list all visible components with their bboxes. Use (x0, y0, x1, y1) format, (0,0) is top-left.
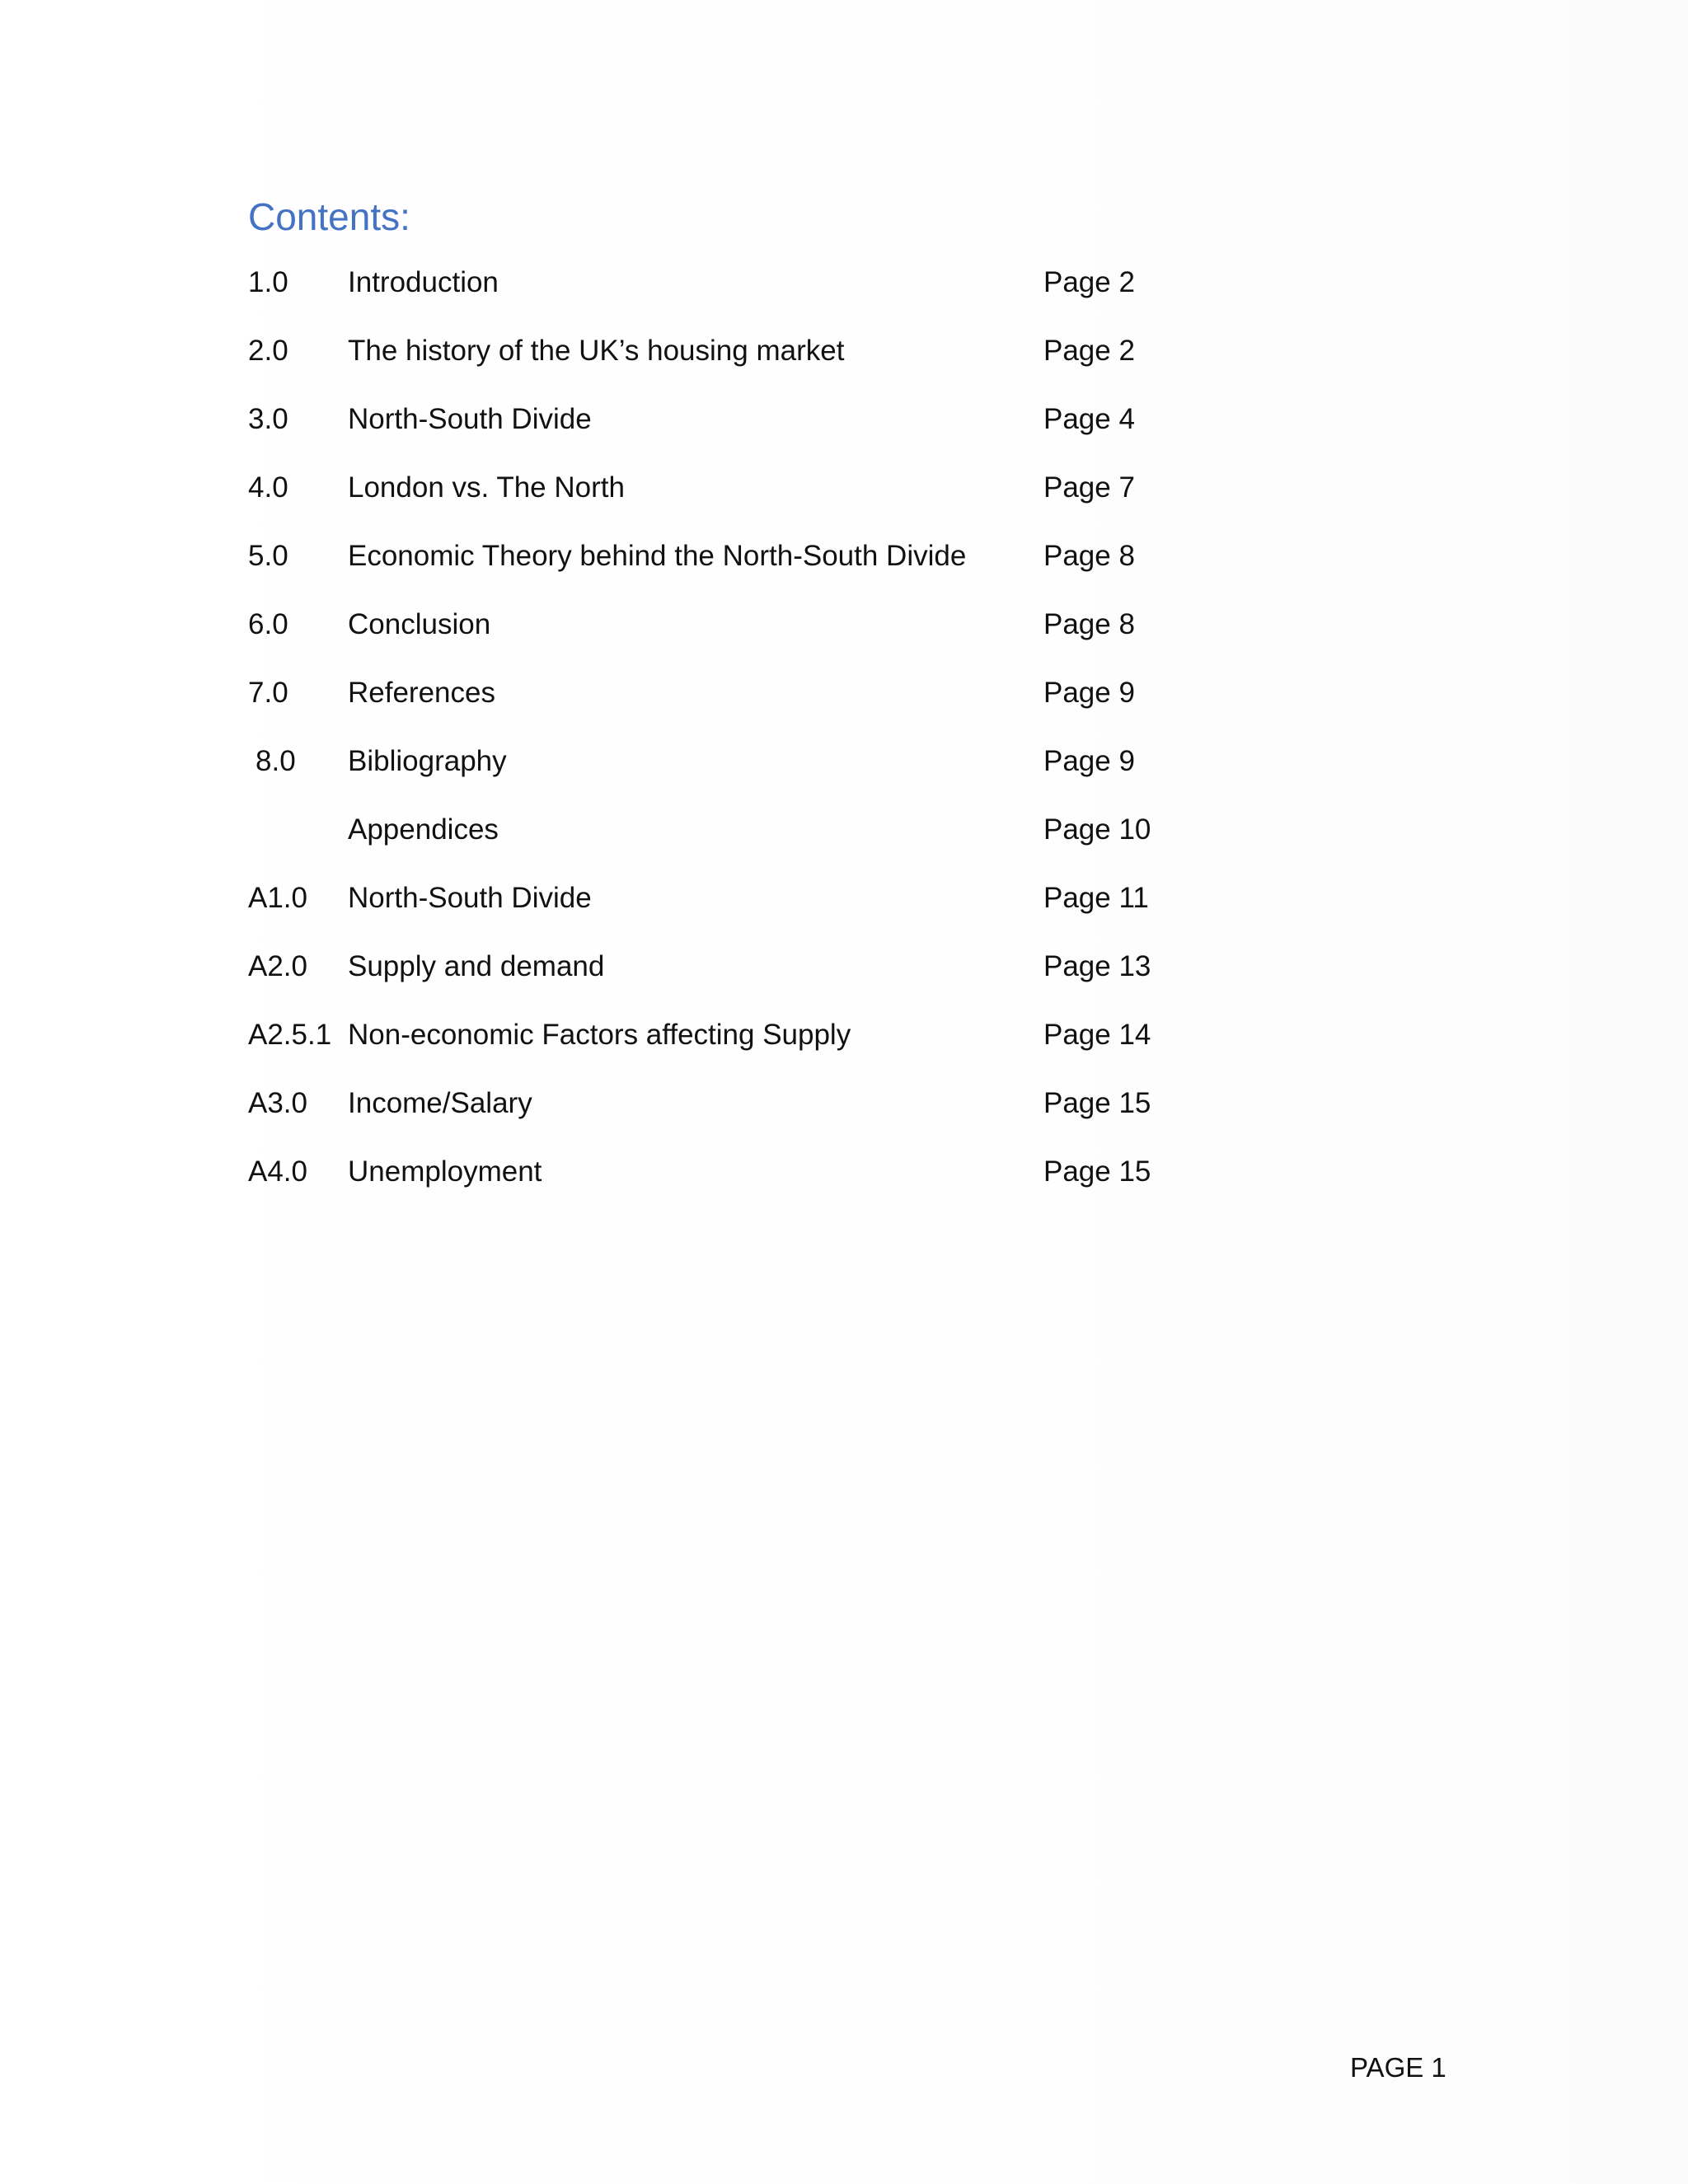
toc-entry (248, 1015, 1237, 1083)
toc-entry (248, 741, 1237, 809)
toc-entry-page: Page 2 (1043, 266, 1135, 298)
toc-entry-number: A3.0 (248, 1087, 307, 1119)
toc-entry (248, 536, 1237, 604)
toc-entry (248, 809, 1237, 878)
toc-entry-title: Supply and demand (348, 950, 605, 982)
toc-entry (248, 467, 1237, 536)
toc-entry-number: 7.0 (248, 677, 288, 709)
toc-entry-title: Economic Theory behind the North-South Divide (348, 540, 967, 572)
toc-entry-number: 6.0 (248, 608, 288, 640)
toc-entry-page: Page 10 (1043, 813, 1151, 846)
toc-entry (248, 673, 1237, 741)
toc-entry-page: Page 9 (1043, 677, 1135, 709)
toc-entry-page: Page 14 (1043, 1019, 1151, 1051)
toc-entry-title: Conclusion (348, 608, 491, 640)
toc-entry-title: Unemployment (348, 1155, 542, 1188)
toc-entry-title: North-South Divide (348, 882, 592, 914)
toc-entry-page: Page 8 (1043, 540, 1135, 572)
toc-entry-title: North-South Divide (348, 403, 592, 435)
toc-entry-title: Introduction (348, 266, 499, 298)
toc-entry-title: London vs. The North (348, 471, 625, 504)
toc-entry-number: 3.0 (248, 403, 288, 435)
toc-entry-page: Page 4 (1043, 403, 1135, 435)
toc-entry-number: 8.0 (256, 745, 296, 777)
toc-entry-page: Page 2 (1043, 335, 1135, 367)
toc-entry-number: A1.0 (248, 882, 307, 914)
toc-entry (248, 604, 1237, 673)
toc-entry-page: Page 7 (1043, 471, 1135, 504)
page-number: PAGE 1 (1350, 2052, 1447, 2083)
toc-entry (248, 330, 1237, 399)
toc-entry-number: A2.0 (248, 950, 307, 982)
toc-entry-title: References (348, 677, 495, 709)
toc-entry-title: Bibliography (348, 745, 507, 777)
toc-entry-title: Non-economic Factors affecting Supply (348, 1019, 851, 1051)
toc-entry-number: A2.5.1 (248, 1019, 332, 1051)
toc-entry-page: Page 15 (1043, 1087, 1151, 1119)
toc-entry (248, 1083, 1237, 1151)
toc-entry-number: 1.0 (248, 266, 288, 298)
toc-entry-page: Page 15 (1043, 1155, 1151, 1188)
table-of-contents (248, 262, 1237, 1220)
toc-entry-number: 2.0 (248, 335, 288, 367)
toc-entry-page: Page 11 (1043, 882, 1149, 914)
toc-entry (248, 878, 1237, 946)
toc-entry-title: The history of the UK’s housing market (348, 335, 845, 367)
toc-entry (248, 1151, 1237, 1220)
toc-entry-page: Page 8 (1043, 608, 1135, 640)
toc-entry (248, 946, 1237, 1015)
toc-entry (248, 399, 1237, 467)
toc-entry-title: Income/Salary (348, 1087, 532, 1119)
toc-entry-page: Page 13 (1043, 950, 1151, 982)
toc-entry-page: Page 9 (1043, 745, 1135, 777)
toc-entry-number: 4.0 (248, 471, 288, 504)
contents-heading: Contents: (248, 195, 410, 238)
toc-entry-number: A4.0 (248, 1155, 307, 1188)
toc-entry-number: 5.0 (248, 540, 288, 572)
toc-entry-title: Appendices (348, 813, 499, 846)
toc-entry (248, 262, 1237, 330)
